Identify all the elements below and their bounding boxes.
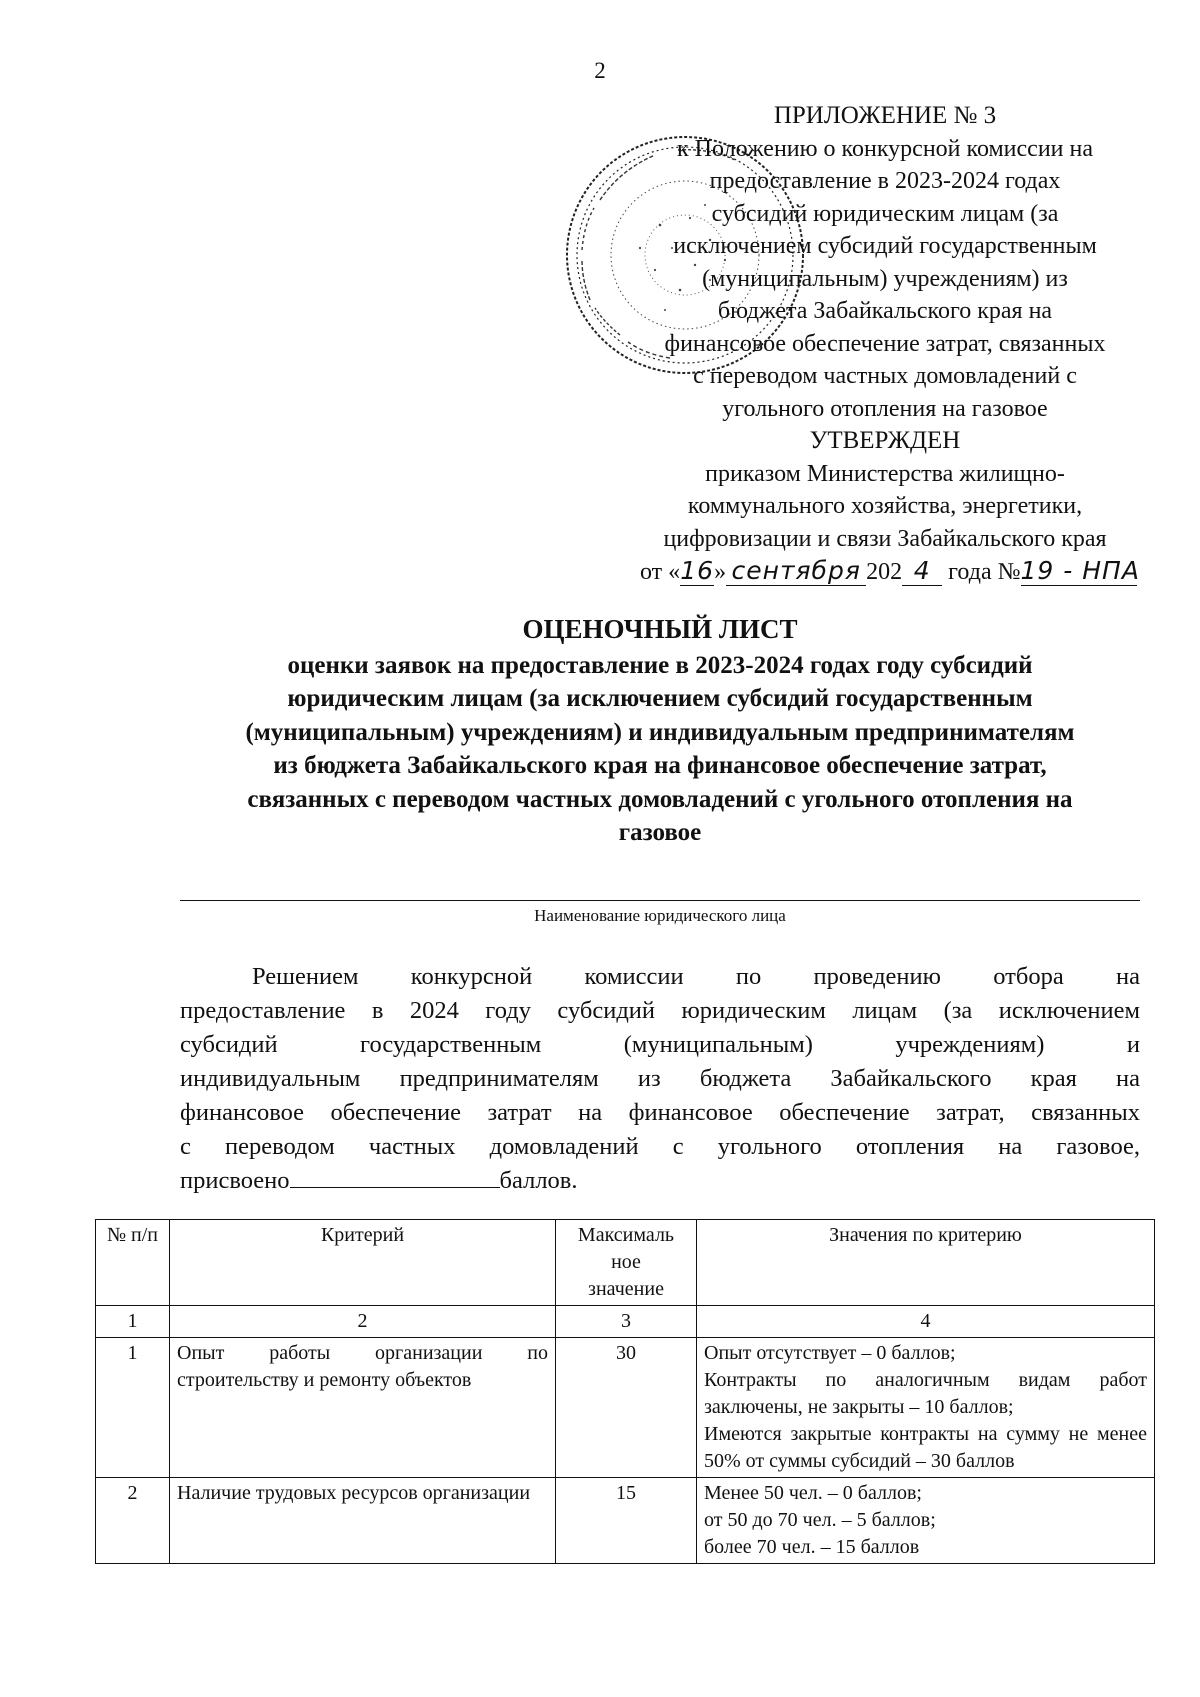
approved-line: цифровизации и связи Забайкальского края <box>663 525 1107 552</box>
title-line: связанных с переводом частных домовладений с угольного отопления на <box>247 785 1073 813</box>
title-line: (муниципальным) учреждениям) и индивидуальным предпринимателям <box>245 718 1075 746</box>
approved-heading: УТВЕРЖДЕН <box>809 427 961 454</box>
decision-points-label: баллов. <box>499 1167 578 1194</box>
decision-line: предоставление в 2024 году субсидий юридическим лицам (за исключением <box>180 997 1140 1024</box>
date-day-handwritten: 16 <box>680 556 715 585</box>
appendix-block <box>600 100 1170 555</box>
page-number: 2 <box>594 58 606 83</box>
row-max: 15 <box>556 1478 697 1564</box>
date-month-handwritten: сентября <box>726 556 866 586</box>
appendix-line: финансовое обеспечение затрат, связанных <box>664 330 1106 357</box>
value-line: от 50 до 70 чел. – 5 баллов; <box>704 1509 936 1531</box>
criteria-table <box>95 1219 1155 1564</box>
row-values <box>697 1478 1155 1564</box>
index-cell: 1 <box>96 1306 170 1338</box>
header-criterion: Критерий <box>170 1220 556 1306</box>
header-num: № п/п <box>96 1220 170 1306</box>
header-max-line: значение <box>588 1278 664 1300</box>
date-day-close: » <box>714 559 727 585</box>
appendix-heading: ПРИЛОЖЕНИЕ № 3 <box>773 102 997 129</box>
decision-line: индивидуальным предпринимателям из бюджета Забайкальского края на <box>180 1065 1140 1092</box>
appendix-line: (муниципальным) учреждениям) из <box>702 265 1068 292</box>
decision-line: финансовое обеспечение затрат на финансовое обеспечение затрат, связанных <box>180 1099 1140 1126</box>
appendix-line: с переводом частных домовладений с <box>693 363 1077 389</box>
decision-paragraph <box>180 960 1140 1198</box>
title-line: из бюджета Забайкальского края на финансовое обеспечение затрат, <box>273 752 1047 779</box>
value-line: Имеются закрытые контракты на сумму не менее 50% от суммы субсидий – 30 баллов <box>704 1423 1147 1472</box>
title-main: ОЦЕНОЧНЫЙ ЛИСТ <box>522 614 798 644</box>
approved-line: коммунального хозяйства, энергетики, <box>687 493 1083 519</box>
order-date-line <box>640 556 1200 586</box>
title-line: оценки заявок на предоставление в 2023-2024 годах году субсидий <box>287 651 1033 679</box>
index-cell: 3 <box>556 1306 697 1338</box>
header-max-line: Максималь <box>577 1224 675 1246</box>
date-prefix: от « <box>640 559 681 585</box>
org-name-caption: Наименование юридического лица <box>534 906 786 925</box>
document-title <box>180 613 1140 850</box>
value-line: Опыт отсутствует – 0 баллов; <box>704 1342 956 1364</box>
decision-line: субсидий государственным (муниципальным) учреждениям) и <box>180 1031 1140 1058</box>
appendix-line: угольного отопления на газовое <box>722 395 1048 422</box>
value-line: более 70 чел. – 15 баллов <box>704 1536 920 1558</box>
index-cell: 4 <box>697 1306 1155 1338</box>
header-values: Значения по критерию <box>697 1220 1155 1306</box>
date-year-suffix: года № <box>942 559 1021 585</box>
value-line: Контракты по аналогичным видам работ заключены, не закрыты – 10 баллов; <box>704 1369 1147 1418</box>
appendix-line: к Положению о конкурсной комиссии на <box>676 135 1094 162</box>
table-index-row <box>96 1306 1155 1338</box>
order-number-handwritten: 19 - НПА <box>1020 556 1140 585</box>
row-max: 30 <box>556 1338 697 1478</box>
appendix-line: субсидий юридическим лицам (за <box>711 200 1059 227</box>
decision-assigned-label: присвоено <box>180 1167 290 1194</box>
appendix-line: предоставление в 2023-2024 годах <box>709 168 1061 194</box>
decision-line: с переводом частных домовладений с угольного отопления на газовое, <box>180 1133 1140 1160</box>
org-name-blank-line <box>180 900 1140 901</box>
table-header-row <box>96 1220 1155 1306</box>
row-criterion: Наличие трудовых ресурсов организации <box>170 1478 556 1564</box>
table-row <box>96 1478 1155 1564</box>
row-num: 1 <box>96 1338 170 1478</box>
decision-last-line <box>180 1164 1140 1198</box>
header-max <box>556 1220 697 1306</box>
title-line: газовое <box>618 819 702 846</box>
approved-line: приказом Министерства жилищно- <box>705 460 1065 487</box>
title-line: юридическим лицам (за исключением субсидий государственным <box>287 685 1033 712</box>
index-cell: 2 <box>170 1306 556 1338</box>
points-blank-field <box>290 1165 500 1188</box>
value-line: Менее 50 чел. – 0 баллов; <box>704 1482 922 1504</box>
row-num: 2 <box>96 1478 170 1564</box>
row-criterion: Опыт работы организации по строительству и ремонту объектов <box>170 1338 556 1478</box>
appendix-line: исключением субсидий государственным <box>673 233 1097 259</box>
date-year-prefix: 202 <box>866 559 903 585</box>
appendix-line: бюджета Забайкальского края на <box>717 298 1053 324</box>
row-values <box>697 1338 1155 1478</box>
decision-line: Решением конкурсной комиссии по проведению отбора на <box>252 963 1140 990</box>
date-year-handwritten: 4 <box>902 556 942 586</box>
table-row <box>96 1338 1155 1478</box>
header-max-line: ное <box>611 1251 641 1273</box>
